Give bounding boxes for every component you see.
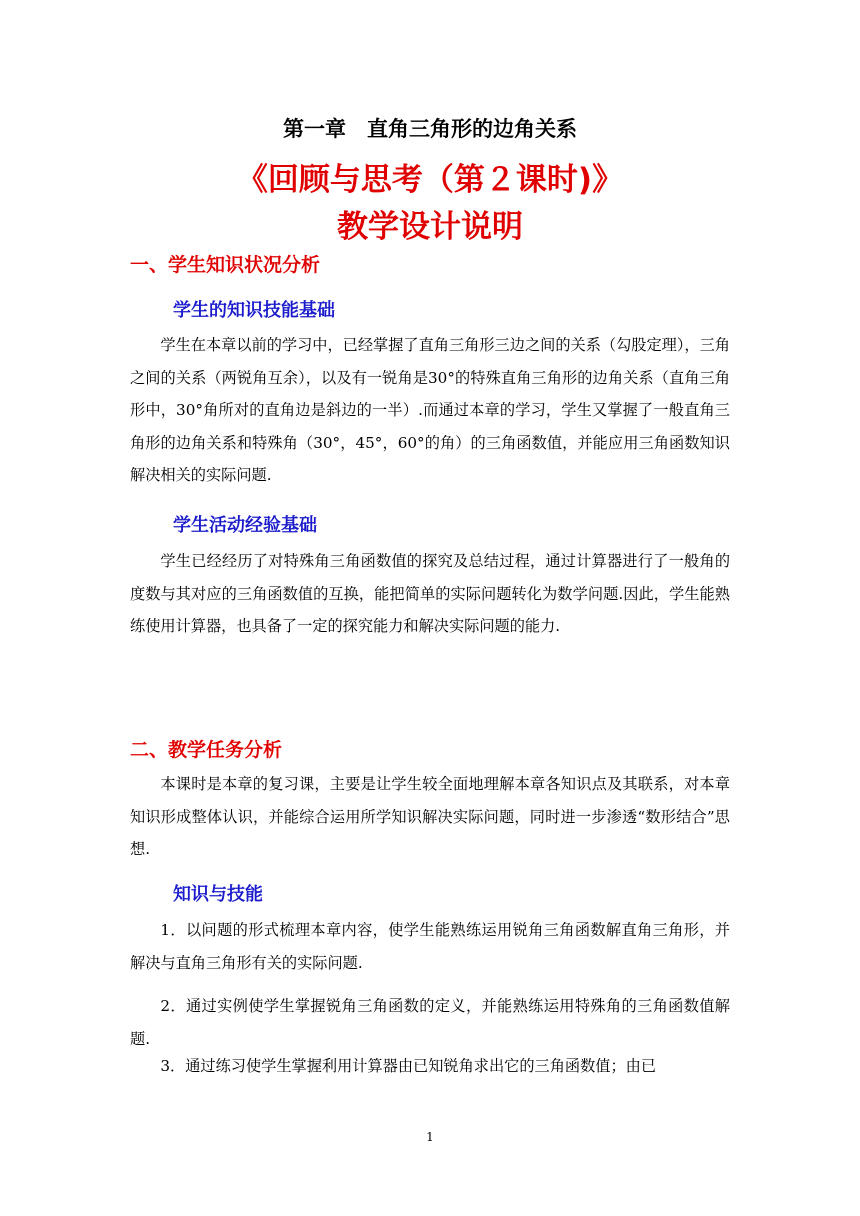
- paragraph-teaching-task-intro: 本课时是本章的复习课，主要是让学生较全面地理解本章各知识点及其联系，对本章知识形成整体认识，并能综合运用所学知识解决实际问题，同时进一步渗透“数形结合”思想.: [130, 775, 730, 859]
- list-item-objective-1: 1．以问题的形式梳理本章内容，使学生能熟练运用锐角三角函数解直角三角形，并解决与直角三角形有关的实际问题.: [130, 921, 730, 972]
- page-number: 1: [426, 1130, 434, 1144]
- chapter-heading: 第一章 直角三角形的边角关系: [283, 117, 577, 141]
- paragraph-knowledge-skills-basis: 学生在本章以前的学习中，已经掌握了直角三角形三边之间的关系（勾股定理），三角之间的关系（两锐角互余），以及有一锐角是30°的特殊直角三角形的边角关系（直角三角形中，30°角所对的直角边是斜边的一半）.而通过本章的学习，学生又掌握了一般直角三角形的边角关系和特殊角（30°，45°，60°的角）的三角函数值，并能应用三角函数知识解决相关的实际问题.: [130, 336, 730, 485]
- list-item-objective-2: 2．通过实例使学生掌握锐角三角函数的定义，并能熟练运用特殊角的三角函数值解题.: [130, 997, 730, 1048]
- subheading-knowledge-and-skills: 知识与技能: [173, 884, 263, 905]
- subheading-knowledge-skills-basis: 学生的知识技能基础: [173, 300, 335, 321]
- document-title: 教学设计说明: [337, 209, 523, 245]
- section-heading-student-analysis: 一、学生知识状况分析: [130, 254, 321, 276]
- lesson-title: 《回顾与思考（第２课时)》: [236, 162, 624, 198]
- section-heading-teaching-task-analysis: 二、教学任务分析: [130, 739, 283, 761]
- list-item-objective-3: 3．通过练习使学生掌握利用计算器由已知锐角求出它的三角函数值；由已: [160, 1057, 657, 1075]
- paragraph-activity-experience-basis: 学生已经经历了对特殊角三角函数值的探究及总结过程，通过计算器进行了一般角的度数与其对应的三角函数值的互换，能把简单的实际问题转化为数学问题.因此，学生能熟练使用计算器，也具备了一定的探究能力和解决实际问题的能力.: [130, 552, 730, 636]
- subheading-activity-experience-basis: 学生活动经验基础: [173, 515, 317, 536]
